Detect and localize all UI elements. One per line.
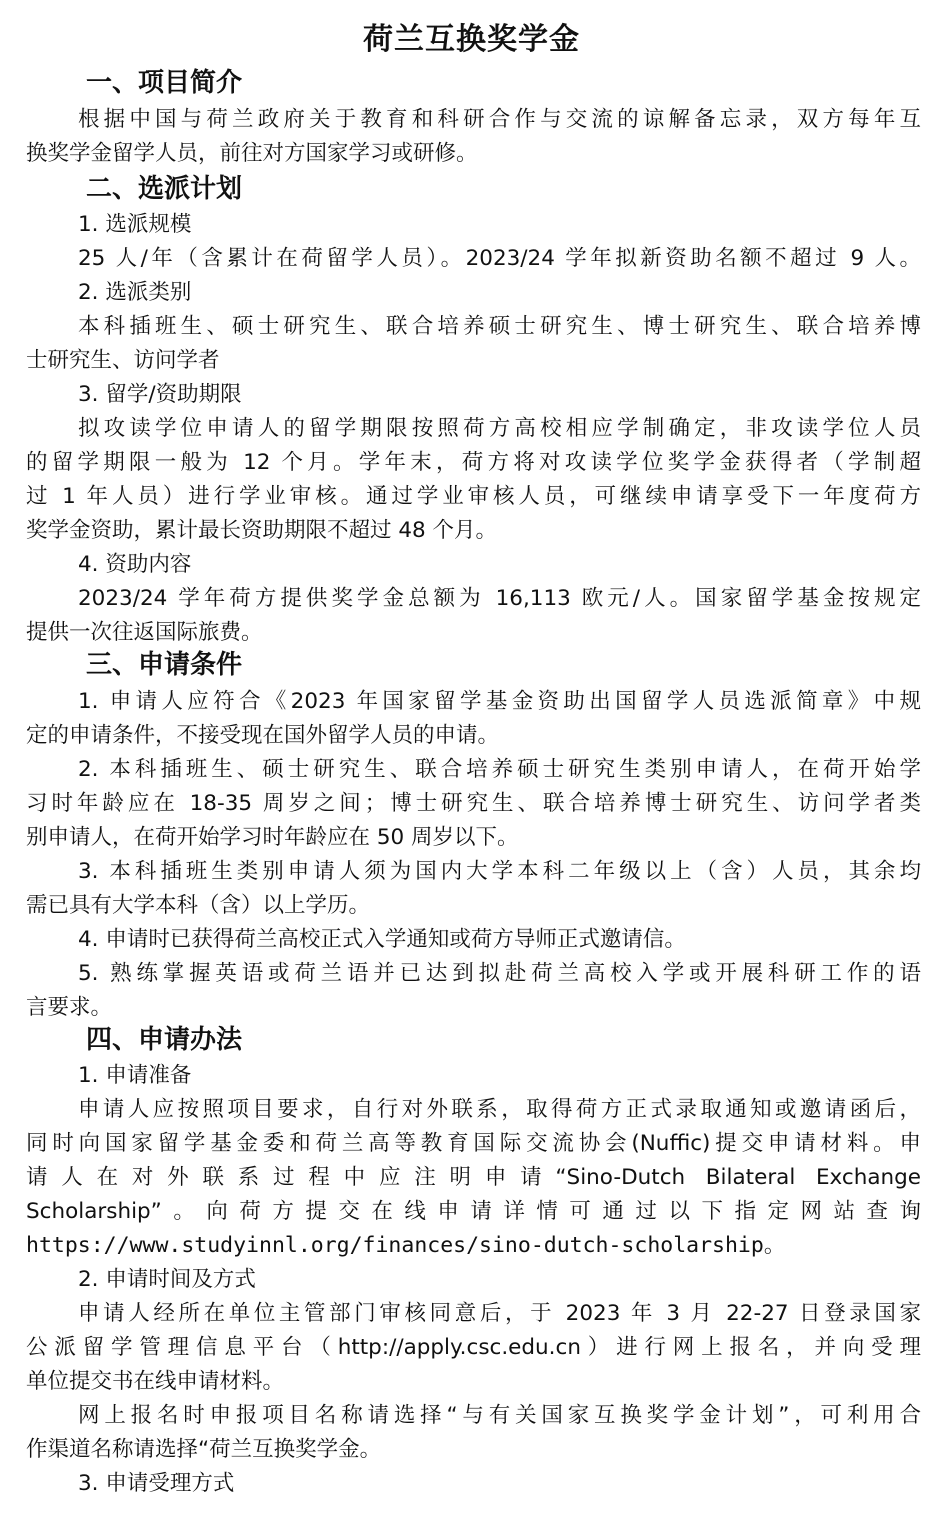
paragraph-line: 申请人应按照项目要求，自行对外联系，取得荷方正式录取通知或邀请函后， (78, 1097, 921, 1122)
paragraph-line: 习时年龄应在 18-35 周岁之间；博士研究生、联合培养博士研究生、访问学者类 (26, 791, 921, 816)
paragraph-line: 士研究生、访问学者 (26, 348, 220, 373)
section-heading-eligibility: 三、申请条件 (86, 650, 243, 680)
paragraph-line: 定的申请条件，不接受现在国外留学人员的申请。 (26, 723, 500, 748)
subsection-title: 2. 申请时间及方式 (78, 1267, 256, 1292)
paragraph-line: Scholarship”。向荷方提交在线申请详情可通过以下指定网站查询 (26, 1199, 921, 1224)
paragraph-line: 2023/24 学年荷方提供奖学金总额为 16,113 欧元/人。国家留学基金按规定 (78, 586, 921, 611)
paragraph-line: 需已具有大学本科（含）以上学历。 (26, 893, 371, 918)
paragraph-line: 单位提交书在线申请材料。 (26, 1369, 285, 1394)
scholarship-url-text: https://www.studyinnl.org/finances/sino-dutch-scholarship。 (26, 1233, 786, 1258)
section-heading-selection-plan: 二、选派计划 (86, 174, 243, 204)
subsection-title: 4. 资助内容 (78, 552, 192, 577)
paragraph-line: 的留学期限一般为 12 个月。学年末，荷方将对攻读学位奖学金获得者（学制超 (26, 450, 921, 475)
paragraph-line: 言要求。 (26, 995, 113, 1020)
subsection-title: 1. 申请准备 (78, 1063, 192, 1088)
paragraph-line: 作渠道名称请选择“荷兰互换奖学金。 (26, 1437, 382, 1462)
paragraph-line: 25 人/年（含累计在荷留学人员）。2023/24 学年拟新资助名额不超过 9 人。 (78, 246, 921, 271)
paragraph-line: 换奖学金留学人员，前往对方国家学习或研修。 (26, 141, 478, 166)
paragraph-line: 本科插班生、硕士研究生、联合培养硕士研究生、博士研究生、联合培养博 (78, 314, 921, 339)
paragraph-line: 同时向国家留学基金委和荷兰高等教育国际交流协会(Nuffic)提交申请材料。申 (26, 1131, 921, 1156)
paragraph-line: 奖学金资助，累计最长资助期限不超过 48 个月。 (26, 518, 498, 543)
paragraph-line: 提供一次往返国际旅费。 (26, 620, 263, 645)
subsection-title: 1. 选派规模 (78, 212, 192, 237)
paragraph-line: 2. 本科插班生、硕士研究生、联合培养硕士研究生类别申请人，在荷开始学 (78, 757, 921, 782)
section-heading-project-intro: 一、项目简介 (86, 68, 243, 98)
paragraph-line: 5. 熟练掌握英语或荷兰语并已达到拟赴荷兰高校入学或开展科研工作的语 (78, 961, 921, 986)
paragraph-line: 别申请人，在荷开始学习时年龄应在 50 周岁以下。 (26, 825, 519, 850)
paragraph-line: 请人在对外联系过程中应注明申请“Sino-Dutch Bilateral Exchange (26, 1165, 921, 1190)
paragraph-line: 公派留学管理信息平台（http://apply.csc.edu.cn）进行网上报名，并向受理 (26, 1335, 921, 1360)
paragraph-line: 拟攻读学位申请人的留学期限按照荷方高校相应学制确定，非攻读学位人员 (78, 416, 921, 441)
paragraph-line: 4. 申请时已获得荷兰高校正式入学通知或荷方导师正式邀请信。 (78, 927, 686, 952)
paragraph-line: 网上报名时申报项目名称请选择“与有关国家互换奖学金计划”，可利用合 (78, 1403, 921, 1428)
paragraph-line: 3. 本科插班生类别申请人须为国内大学本科二年级以上（含）人员，其余均 (78, 859, 921, 884)
paragraph-line: 过 1 年人员）进行学业审核。通过学业审核人员，可继续申请享受下一年度荷方 (26, 484, 921, 509)
paragraph-line: 根据中国与荷兰政府关于教育和科研合作与交流的谅解备忘录，双方每年互 (78, 107, 921, 132)
subsection-title: 3. 申请受理方式 (78, 1471, 235, 1496)
page-title: 荷兰互换奖学金 (363, 22, 580, 57)
subsection-title: 3. 留学/资助期限 (78, 382, 242, 407)
paragraph-line: 申请人经所在单位主管部门审核同意后，于 2023 年 3 月 22-27 日登录国家 (78, 1301, 921, 1326)
subsection-title: 2. 选派类别 (78, 280, 192, 305)
paragraph-line: 1. 申请人应符合《2023 年国家留学基金资助出国留学人员选派简章》中规 (78, 689, 921, 714)
section-heading-application-method: 四、申请办法 (86, 1025, 243, 1055)
